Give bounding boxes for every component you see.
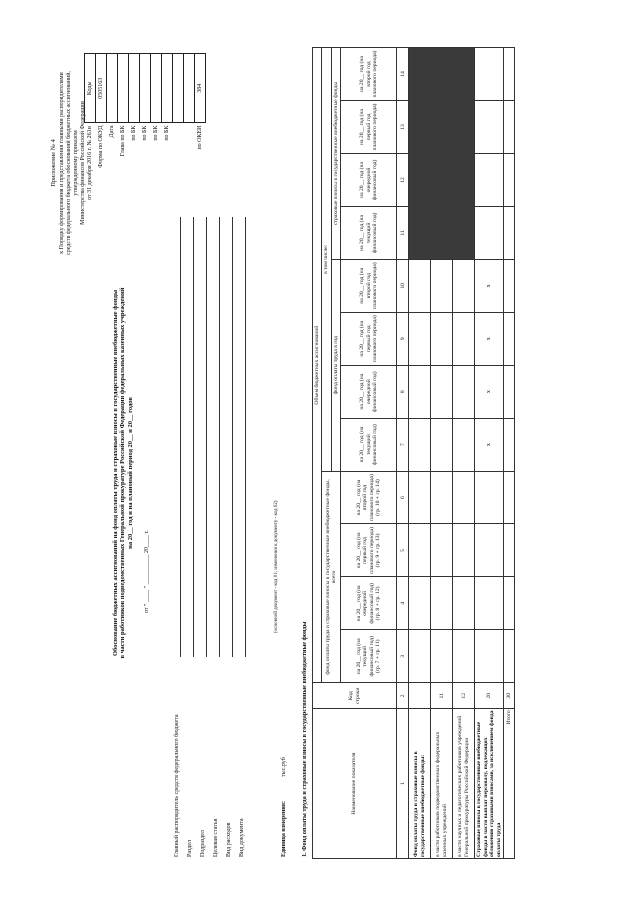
column-number: 3 (397, 629, 409, 682)
unit-value: тыс.руб (281, 756, 287, 777)
row-name: в части работников подведомственных федеральных казенных учреждений (431, 708, 453, 858)
title-period: на 20__ год и на плановый период 20__ и 20__ годов (126, 396, 134, 549)
header-period: на 20__ год (на второй год планового периода) (341, 259, 397, 312)
table-row (409, 47, 431, 858)
header-name: Наименование показателя (313, 708, 397, 858)
x-mark: x (475, 418, 504, 471)
main-table (312, 47, 515, 859)
code-value: 384 (195, 53, 206, 123)
row-name: в части научных и педагогических работников учреждений Генеральной прокуратуры Российской Федерации (453, 708, 475, 858)
row-code (409, 682, 431, 708)
field-row (220, 217, 233, 857)
code-value (118, 53, 129, 123)
field-label: Вид расходов (226, 822, 233, 857)
x-mark: x (475, 259, 504, 312)
total-row (503, 47, 514, 858)
codes-header: Коды (85, 53, 96, 123)
total-label: Итого (503, 708, 514, 858)
field-row (194, 217, 207, 857)
header-period: на 20__ год (на первый год планового периода) (гр. 9 + гр. 13) (341, 524, 397, 577)
header-incl: в том числе: (322, 47, 331, 471)
field-label: Раздел (187, 839, 194, 857)
column-number: 8 (397, 365, 409, 418)
row-code: 12 (453, 682, 475, 708)
field-row (181, 217, 194, 857)
column-number: 1 (397, 708, 409, 858)
field-label: Подраздел (200, 829, 207, 857)
column-number: 9 (397, 312, 409, 365)
rotated-document (40, 23, 600, 883)
field-row (233, 217, 246, 857)
date-line: от " ____ " __________ 20____ г. (144, 529, 150, 613)
header-period: на 20__ год (на текущий финансовый год) (341, 206, 397, 259)
header-period: на 20__ год (на первый год планового периода) (341, 100, 397, 153)
header-insurance: страховые взносы в государственные внебюджетные фонды (331, 47, 340, 259)
code-value (173, 53, 184, 123)
header-fot: фонд оплаты труда в год (331, 259, 340, 471)
x-mark: x (475, 365, 504, 418)
unit-line (281, 757, 288, 857)
header-fields (168, 217, 246, 857)
code-label: по БК (152, 125, 159, 141)
code-label: Дата (108, 125, 115, 137)
header-code: Код строки (313, 682, 397, 708)
column-number: 10 (397, 259, 409, 312)
column-number: 11 (397, 206, 409, 259)
annex-line: к Порядку формирования и представления главными распорядителями (59, 71, 66, 254)
code-label: Форма по ОКУД (97, 125, 104, 168)
annex-line: Министерства финансов Российской Федерации (80, 100, 87, 225)
header-period: на 20__ год (на текущий финансовый год) (гр. 7 + гр. 11) (341, 629, 397, 682)
code-value (129, 53, 140, 123)
annex-number: Приложение № 4 (50, 138, 57, 187)
annex-line: утвержденному приказом (73, 129, 80, 196)
code-label: Глава по БК (119, 125, 126, 156)
header-period: на 20__ год (на очередной финансовый год) (341, 365, 397, 418)
header-period: на 20__ год (на первый год планового периода) (341, 312, 397, 365)
column-number: 2 (397, 682, 409, 708)
field-row (207, 217, 220, 857)
column-number: 13 (397, 100, 409, 153)
x-mark: x (475, 312, 504, 365)
field-label: Главный распорядитель средств федерального бюджета (174, 714, 181, 857)
document-type-note: (основной документ - код 01; изменения к документу - код 02) (274, 500, 279, 633)
field-line (223, 217, 233, 657)
field-label: Вид документа (239, 817, 246, 857)
unit-label: Единица измерения: (281, 800, 287, 857)
column-number: 14 (397, 47, 409, 100)
table-row (475, 47, 504, 858)
header-period: на 20__ год (на второй год планового периода) (гр. 10 + гр. 14) (341, 471, 397, 524)
row-name: Фонд оплаты труда и страховые взносы в государственные внебюджетные фонды: (409, 708, 431, 858)
code-value: 0505163 (96, 53, 107, 123)
field-line (171, 217, 181, 657)
code-value (184, 53, 195, 123)
field-line (236, 217, 246, 657)
code-value (107, 53, 118, 123)
code-label: по БК (130, 125, 137, 141)
header-period: на 20__ год (на очередной финансовый год) (гр. 8 + гр. 12) (341, 576, 397, 629)
column-number: 4 (397, 576, 409, 629)
code-value (162, 53, 173, 123)
field-line (197, 217, 207, 657)
row-code: 11 (431, 682, 453, 708)
field-line (210, 217, 220, 657)
annex-line: средств федерального бюджета обоснований бюджетных ассигнований, (66, 70, 73, 255)
header-volume: Объем бюджетных ассигнований (313, 47, 322, 682)
code-label: по БК (163, 125, 170, 141)
row-name: Страховые взносы в государственные внебюджетные фонды в части выплат персоналу, подлежащих обложению страховыми взносами, за исключением фонда оплаты труда (476, 710, 502, 857)
column-number: 7 (397, 418, 409, 471)
field-label: Целевая статья (213, 818, 220, 857)
column-numbers-row (397, 47, 409, 858)
header-period: на 20__ год (на очередной финансовый год) (341, 153, 397, 206)
header-fot-total: фонд оплаты труда и страховые взносы в государственные внебюджетные фонды, всего (322, 471, 341, 683)
header-period: на 20__ год (на второй год планового периода) (341, 47, 397, 100)
section-title: 1. Фонд оплаты труда и страховые взносы в государственные внебюджетные фонды (301, 621, 308, 857)
code-value (151, 53, 162, 123)
annex-line: от 31 декабря 2016 г. № 261н (87, 125, 94, 200)
title-line: в части работников подведомственных Генеральной прокуратуре Российской Федерации федеральных казенных учреждений (119, 287, 127, 658)
code-value (140, 53, 151, 123)
total-code: 30 (503, 682, 514, 708)
code-label: по БК (141, 125, 148, 141)
column-number: 12 (397, 153, 409, 206)
header-period: на 20__ год (на текущий финансовый год) (341, 418, 397, 471)
row-code: 20 (475, 682, 504, 708)
column-number: 6 (397, 471, 409, 524)
column-number: 5 (397, 524, 409, 577)
code-label: по ОКЕИ (196, 125, 203, 150)
field-line (184, 217, 194, 657)
title-line: Обоснование бюджетных ассигнований на фонд оплаты труда и страховые взносы в государственные внебюджетные фонды (112, 289, 119, 656)
shaded-cell (409, 47, 475, 259)
field-row (168, 217, 181, 857)
